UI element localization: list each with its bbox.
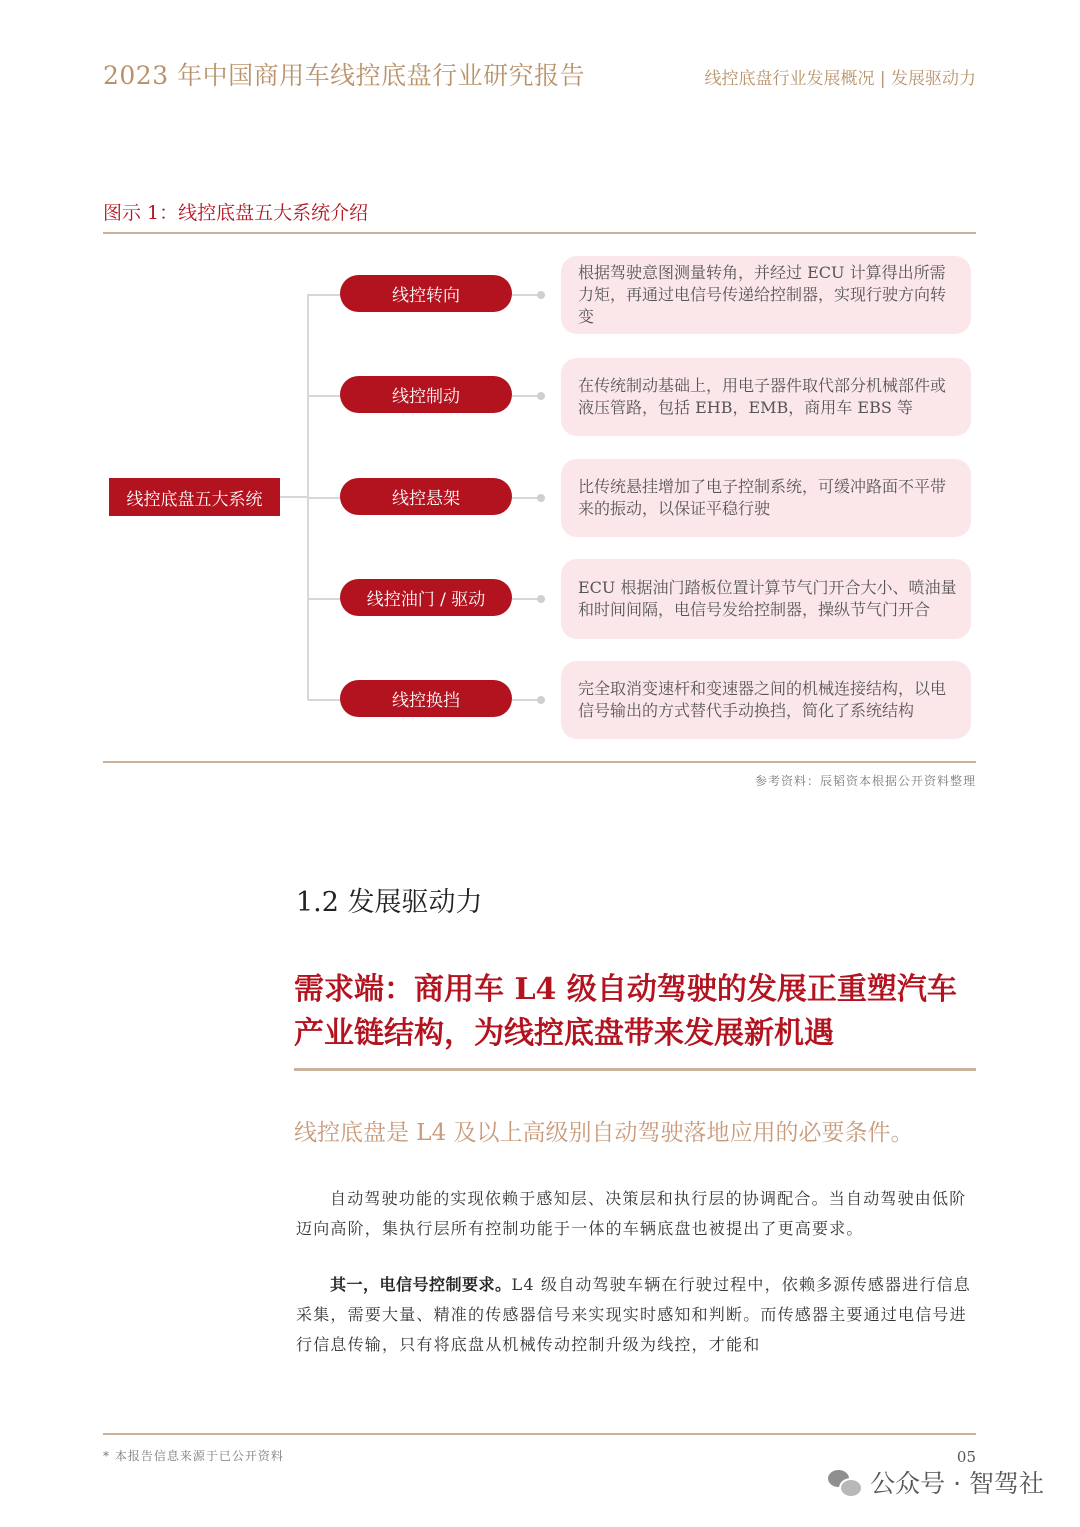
body-paragraph-2 — [296, 1270, 978, 1360]
desc-text: 在传统制动基础上，用电子器件取代部分机械部件或液压管路，包括 EHB，EMB，商用车 EBS 等 — [578, 376, 947, 417]
headline-divider — [294, 1068, 976, 1071]
section-headline: 需求端：商用车 L4 级自动驾驶的发展正重塑汽车产业链结构，为线控底盘带来发展新机遇 — [294, 972, 957, 1051]
pill-connector — [512, 699, 540, 701]
section-subhead: 线控底盘是 L4 及以上高级别自动驾驶落地应用的必要条件。 — [294, 1120, 914, 1146]
system-pill-steering: 线控转向 — [340, 275, 512, 312]
tree-branch — [308, 699, 341, 701]
system-desc-steering — [561, 256, 971, 334]
tree-connector — [280, 496, 308, 498]
tree-branch — [308, 497, 341, 499]
paragraph-lead: 其一，电信号控制要求。 — [330, 1275, 512, 1294]
body-paragraph-1: 自动驾驶功能的实现依赖于感知层、决策层和执行层的协调配合。当自动驾驶由低阶迈向高阶，集执行层所有控制功能于一体的车辆底盘也被提出了更高要求。 — [296, 1189, 967, 1238]
system-pill-suspension: 线控悬架 — [340, 478, 512, 515]
connector-dot — [537, 494, 545, 502]
desc-text: 完全取消变速杆和变速器之间的机械连接结构，以电信号输出的方式替代手动换挡，简化了系统结构 — [578, 679, 947, 720]
figure-source: 参考资料：辰韬资本根据公开资料整理 — [754, 774, 976, 788]
figure-bottom-divider — [103, 761, 976, 763]
tree-branch — [308, 294, 341, 296]
system-pill-throttle: 线控油门 / 驱动 — [340, 579, 512, 616]
system-desc-shifting — [561, 661, 971, 739]
tree-branch — [308, 395, 341, 397]
desc-text: 根据驾驶意图测量转角，并经过 ECU 计算得出所需力矩，再通过电信号传递给控制器，实现行驶方向转变 — [578, 263, 947, 326]
section-label: 线控底盘行业发展概况 | 发展驱动力 — [704, 69, 976, 89]
desc-text: 比传统悬挂增加了电子控制系统，可缓冲路面不平带来的振动，以保证平稳行驶 — [578, 477, 947, 518]
wechat-watermark — [828, 1464, 1044, 1500]
system-desc-suspension — [561, 459, 971, 537]
connector-dot — [537, 696, 545, 704]
tree-branch — [308, 598, 341, 600]
wechat-account: 公众号 · 智驾社 — [870, 1469, 1044, 1498]
system-pill-braking: 线控制动 — [340, 376, 512, 413]
connector-dot — [537, 595, 545, 603]
desc-text: ECU 根据油门踏板位置计算节气门开合大小、喷油量和时间间隔，电信号发给控制器，操纵节气门开合 — [578, 578, 957, 619]
system-desc-braking — [561, 358, 971, 436]
wechat-icon — [828, 1468, 860, 1496]
system-pill-shifting: 线控换挡 — [340, 680, 512, 717]
pill-connector — [512, 497, 540, 499]
pill-connector — [512, 294, 540, 296]
pill-connector — [512, 395, 540, 397]
report-title: 2023 年中国商用车线控底盘行业研究报告 — [103, 61, 586, 90]
figure-root-node: 线控底盘五大系统 — [109, 478, 280, 516]
system-desc-throttle — [561, 559, 971, 639]
footer-note: * 本报告信息来源于已公开资料 — [103, 1449, 284, 1463]
connector-dot — [537, 392, 545, 400]
figure-title: 图示 1：线控底盘五大系统介绍 — [103, 202, 369, 224]
figure-top-divider — [103, 232, 976, 234]
pill-connector — [512, 598, 540, 600]
footer-divider — [103, 1433, 976, 1435]
section-title: 1.2 发展驱动力 — [296, 887, 483, 918]
paragraph-body: L4 级自动驾驶车辆在行驶过程中，依赖多源传感器进行信息采集，需要大量、精准的传感器信号来实现实时感知和判断。而传感器主要通过电信号进行信息传输，只有将底盘从机械传动控制升级为线控，才能和 — [296, 1275, 972, 1354]
page-number: 05 — [956, 1448, 976, 1466]
connector-dot — [537, 291, 545, 299]
